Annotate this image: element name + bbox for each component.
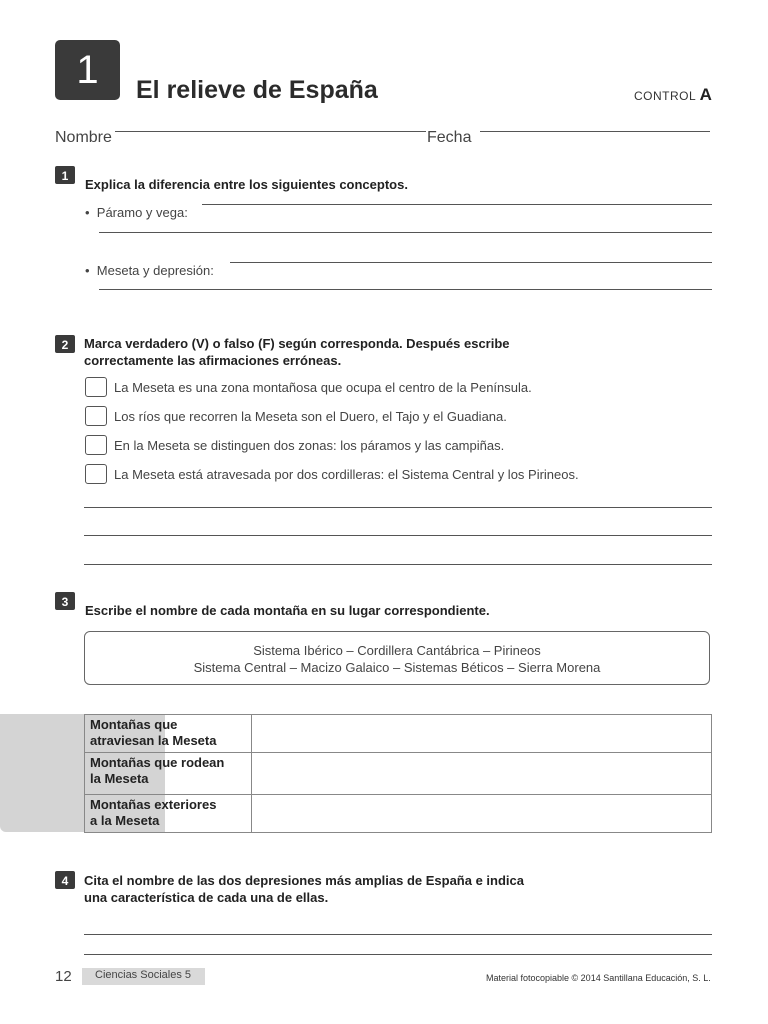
row-label: Montañas que rodean la Meseta — [85, 753, 252, 795]
word-bank-line: Sistema Central – Macizo Galaico – Sistemas Béticos – Sierra Morena — [193, 660, 601, 675]
word-bank-line: Sistema Ibérico – Cordillera Cantábrica – Pirineos — [253, 643, 541, 658]
table-row — [85, 795, 712, 833]
name-label: Nombre — [55, 129, 112, 146]
answer-line[interactable] — [84, 934, 712, 935]
answer-line[interactable] — [84, 564, 712, 565]
vf-checkbox[interactable] — [85, 377, 107, 397]
question-number-3: 3 — [55, 592, 75, 610]
book-title-tab: Ciencias Sociales 5 — [82, 968, 205, 985]
vf-checkbox[interactable] — [85, 406, 107, 426]
date-field[interactable] — [480, 131, 710, 132]
answer-line[interactable] — [230, 262, 712, 263]
control-label — [634, 85, 712, 105]
copyright-note: Material fotocopiable © 2014 Santillana Educación, S. L. — [486, 973, 711, 983]
control-text: CONTROL — [634, 89, 696, 103]
control-letter: A — [699, 85, 713, 104]
unit-number-badge: 1 — [55, 40, 120, 100]
vf-checkbox[interactable] — [85, 464, 107, 484]
table-row — [85, 753, 712, 795]
question-number-4: 4 — [55, 871, 75, 889]
question-3-prompt: Escribe el nombre de cada montaña en su lugar correspondiente. — [85, 603, 490, 618]
question-2-prompt — [84, 335, 510, 369]
item-label: Meseta y depresión: — [96, 263, 214, 278]
question-1-item-2: • Meseta y depresión: — [85, 263, 214, 278]
prompt-line: correctamente las afirmaciones erróneas. — [84, 353, 342, 368]
row-label: Montañas exteriores a la Meseta — [85, 795, 252, 833]
item-label: Páramo y vega: — [96, 205, 188, 220]
name-field[interactable] — [115, 131, 426, 132]
mountain-table — [84, 714, 712, 833]
date-label: Fecha — [427, 129, 472, 146]
answer-line[interactable] — [99, 232, 712, 233]
prompt-line: una característica de cada una de ellas. — [84, 890, 329, 905]
statement: En la Meseta se distinguen dos zonas: los páramos y las campiñas. — [114, 438, 505, 453]
answer-line[interactable] — [84, 535, 712, 536]
answer-line[interactable] — [99, 289, 712, 290]
prompt-line: Marca verdadero (V) o falso (F) según corresponda. Después escribe — [84, 336, 510, 351]
answer-cell[interactable] — [252, 753, 712, 795]
page-title: El relieve de España — [136, 76, 378, 104]
vf-checkbox[interactable] — [85, 435, 107, 455]
statement: La Meseta es una zona montañosa que ocupa el centro de la Península. — [114, 380, 532, 395]
prompt-line: Cita el nombre de las dos depresiones más amplias de España e indica — [84, 873, 524, 888]
statement: La Meseta está atravesada por dos cordilleras: el Sistema Central y los Pirineos. — [114, 467, 579, 482]
question-number-1: 1 — [55, 166, 75, 184]
question-4-prompt — [84, 872, 524, 906]
row-label: Montañas que atraviesan la Meseta — [85, 715, 252, 753]
answer-line[interactable] — [202, 204, 712, 205]
answer-line[interactable] — [84, 954, 712, 955]
table-row — [85, 715, 712, 753]
page-number: 12 — [55, 968, 72, 985]
question-number-2: 2 — [55, 335, 75, 353]
word-bank — [84, 631, 710, 685]
question-1-prompt: Explica la diferencia entre los siguientes conceptos. — [85, 177, 408, 192]
statement: Los ríos que recorren la Meseta son el Duero, el Tajo y el Guadiana. — [114, 409, 507, 424]
answer-cell[interactable] — [252, 795, 712, 833]
question-1-item-1: • Páramo y vega: — [85, 205, 188, 220]
answer-line[interactable] — [84, 507, 712, 508]
answer-cell[interactable] — [252, 715, 712, 753]
